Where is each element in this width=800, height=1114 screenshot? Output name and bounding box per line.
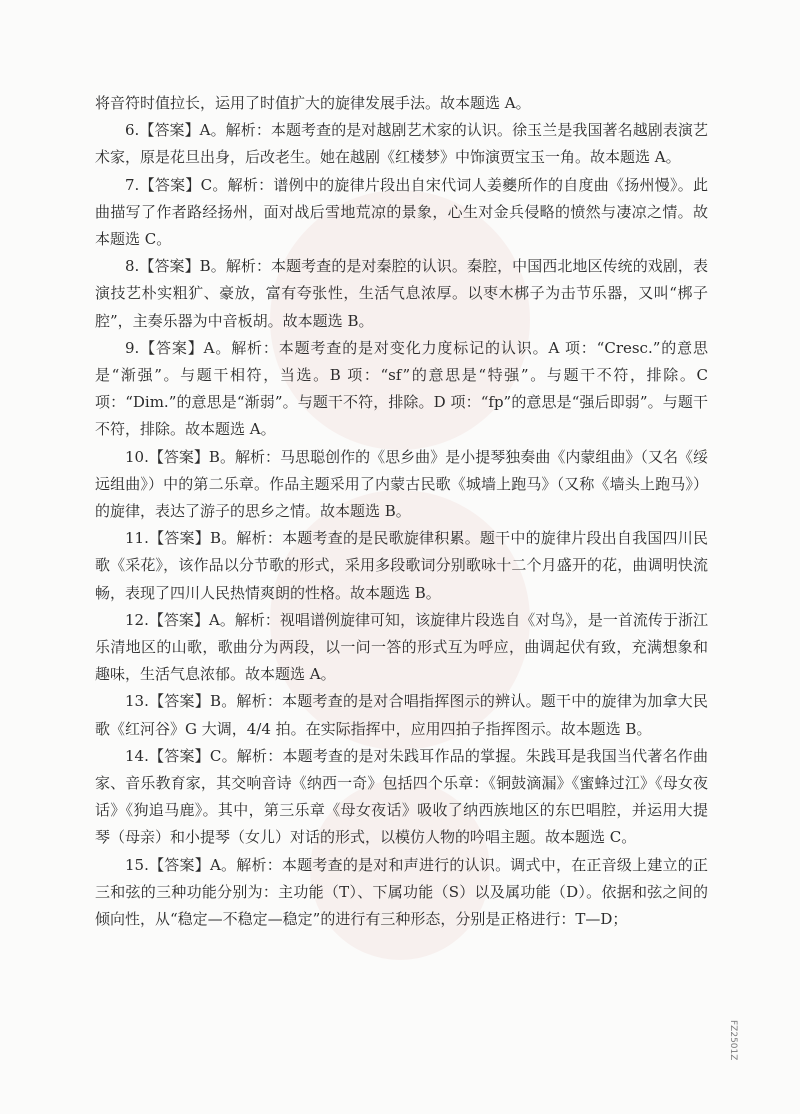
- paragraph-answer-8: 8.【答案】B。解析：本题考查的是对秦腔的认识。秦腔，中国西北地区传统的戏剧，表演技艺朴实粗犷、豪放，富有夸张性，生活气息浓厚。以枣木梆子为击节乐器，又叫“梆子腔”，主奏乐器为中音板胡。故本题选 B。: [95, 257, 708, 330]
- paragraph-answer-7: 7.【答案】C。解析：谱例中的旋律片段出自宋代词人姜夔所作的自度曲《扬州慢》。此曲描写了作者路经扬州，面对战后雪地荒凉的景象，心生对金兵侵略的愤然与凄凉之情。故本题选 C。: [95, 175, 708, 249]
- paragraph-answer-9: 9.【答案】A。解析：本题考查的是对变化力度标记的认识。A 项：“Cresc.”的意思是“渐强”。与题干相符，当选。B 项：“sf”的意思是“特强”。与题干不符，排除。C 项：“Dim.”的意思是“渐弱”。与题干不符，排除。D 项：“fp”的意思是“强后即弱”。与题干不符，排除。故本题选 A。: [95, 338, 708, 439]
- answer-explanations: [95, 90, 708, 933]
- paragraph-answer-10: 10.【答案】B。解析：马思聪创作的《思乡曲》是小提琴独奏曲《内蒙组曲》（又名《绥远组曲》）中的第二乐章。作品主题采用了内蒙古民歌《城墙上跑马》（又称《墙头上跑马》）的旋律，表达了游子的思乡之情。故本题选 B。: [95, 447, 708, 521]
- paragraph-answer-11: 11.【答案】B。解析：本题考查的是民歌旋律积累。题干中的旋律片段出自我国四川民歌《采花》，该作品以分节歌的形式，采用多段歌词分别歌咏十二个月盛开的花，曲调明快流畅，表现了四川人民热情爽朗的性格。故本题选 B。: [95, 529, 708, 602]
- side-code: FZ2501Z: [728, 1020, 738, 1061]
- paragraph-answer-14: 14.【答案】C。解析：本题考查的是对朱践耳作品的掌握。朱践耳是我国当代著名作曲家、音乐教育家，其交响音诗《纳西一奇》包括四个乐章：《铜鼓滴漏》《蜜蜂过江》《母女夜话》《狗追马鹿》。其中，第三乐章《母女夜话》吸收了纳西族地区的东巴唱腔，并运用大提琴（母亲）和小提琴（女儿）对话的形式，以模仿人物的吟唱主题。故本题选 C。: [95, 746, 708, 847]
- paragraph-answer-12: 12.【答案】A。解析：视唱谱例旋律可知，该旋律片段选自《对鸟》，是一首流传于浙江乐清地区的山歌，歌曲分为两段，以一问一答的形式互为呼应，曲调起伏有致，充满想象和趣味，生活气息浓郁。故本题选 A。: [95, 610, 708, 684]
- paragraph-answer-15: 15.【答案】A。解析：本题考查的是对和声进行的认识。调式中，在正音级上建立的正三和弦的三种功能分别为：主功能（T）、下属功能（S）以及属功能（D）。依据和弦之间的倾向性，从“稳定—不稳定—稳定”的进行有三种形态，分别是正格进行：T—D；: [95, 855, 708, 929]
- paragraph-answer-13: 13.【答案】B。解析：本题考查的是对合唱指挥图示的辨认。题干中的旋律为加拿大民歌《红河谷》G 大调，4/4 拍。在实际指挥中，应用四拍子指挥图示。故本题选 B。: [95, 692, 708, 738]
- paragraph-answer-6: 6.【答案】A。解析：本题考查的是对越剧艺术家的认识。徐玉兰是我国著名越剧表演艺术家，原是花旦出身，后改老生。她在越剧《红楼梦》中饰演贾宝玉一角。故本题选 A。: [95, 121, 708, 167]
- paragraph-continuation: 将音符时值拉长，运用了时值扩大的旋律发展手法。故本题选 A。: [95, 94, 531, 112]
